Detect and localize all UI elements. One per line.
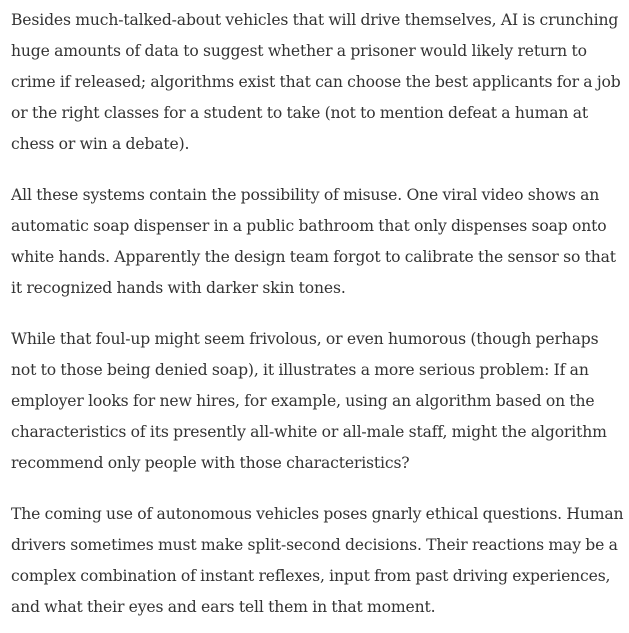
paragraph-ai-data-uses: Besides much-talked-about vehicles that will drive themselves, AI is crunching huge amounts of data to suggest whether a prisoner would likely return to crime if released; algorithms exist that can choose the best applicants for a job or the right classes for a student to take (not to mention defeat a human at chess or win a debate). [11,11,621,153]
article-body [11,5,625,623]
paragraph-soap-dispenser: All these systems contain the possibility of misuse. One viral video shows an automatic soap dispenser in a public bathroom that only dispenses soap onto white hands. Apparently the design team forgot to calibrate the sensor so that it recognized hands with darker skin tones. [11,186,616,297]
paragraph-autonomous-vehicles: The coming use of autonomous vehicles poses gnarly ethical questions. Human drivers sometimes must make split-second decisions. Their reactions may be a complex combination of instant reflexes, input from past driving experiences, and what their eyes and ears tell them in that moment. [11,505,624,616]
paragraph-hiring-algorithm: While that foul-up might seem frivolous, or even humorous (though perhaps not to those being denied soap), it illustrates a more serious problem: If an employer looks for new hires, for example, using an algorithm based on the characteristics of its presently all-white or all-male staff, might the algorithm recommend only people with those characteristics? [11,330,607,472]
